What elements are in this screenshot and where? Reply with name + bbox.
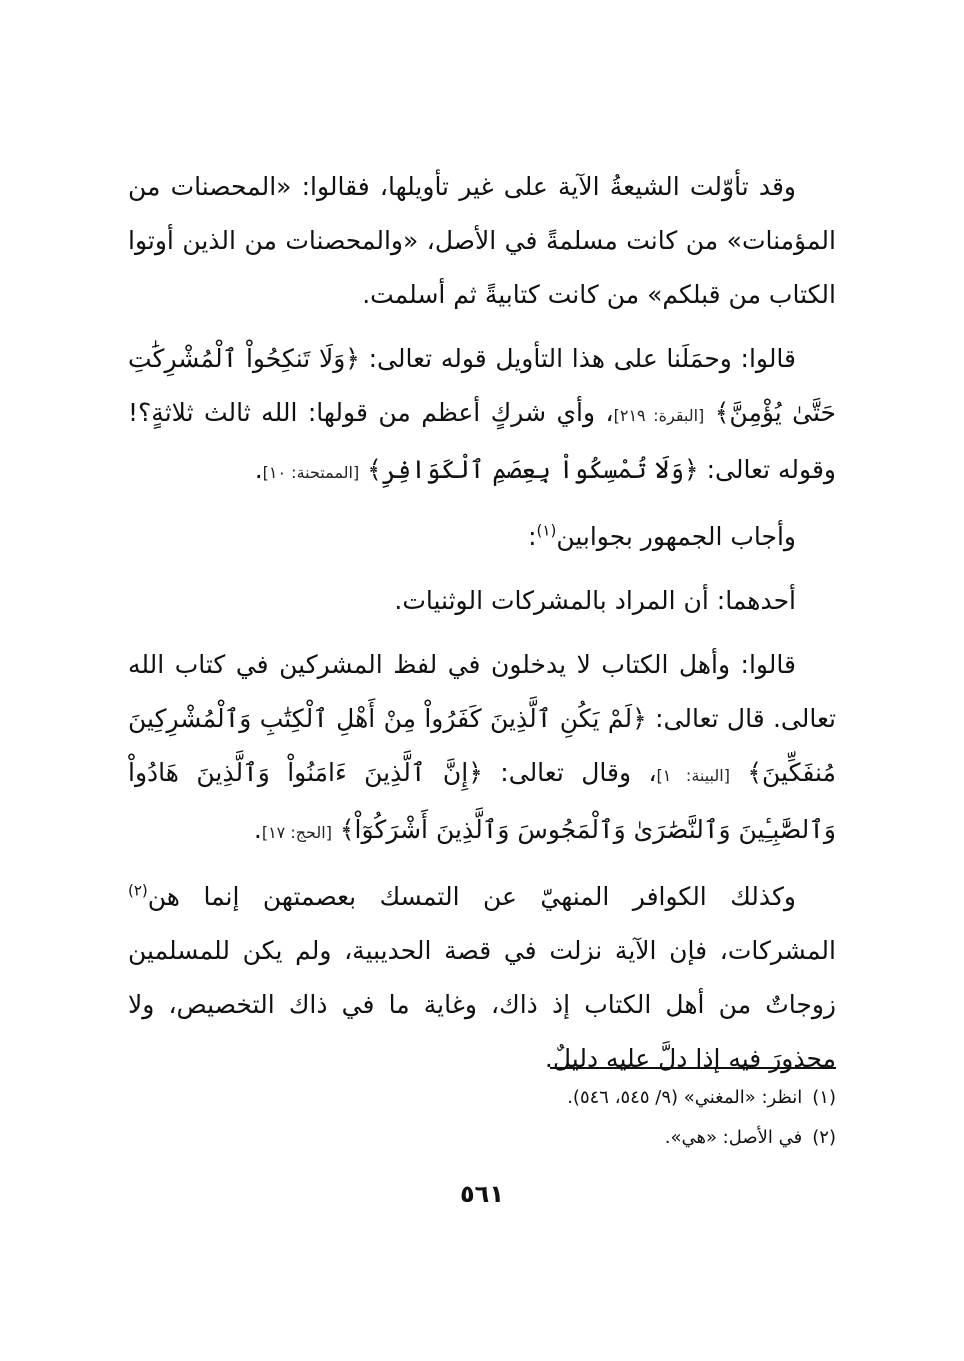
paragraph-text: وكذلك الكوافر المنهيّ عن التمسك بعصمتهن إنما هن <box>147 882 796 911</box>
paragraph-text: . <box>253 815 262 844</box>
footnote-marker[interactable]: (١) <box>536 521 557 540</box>
paragraph-text: قالوا: وأهل الكتاب لا يدخلون في لفظ المشركين في كتاب الله تعالى. قال تعالى: <box>128 650 837 733</box>
paragraph-text: المشركات، فإن الآية نزلت في قصة الحديبية، ولم يكن للمسلمين زوجاتٌ من أهل الكتاب إذ ذاك، وغاية ما في ذاك التخصيص، ولا محذورَ فيه إذا دلَّ عليه دليلٌ. <box>128 936 836 1073</box>
paragraph-text: ، وقال تعالى: <box>482 758 657 787</box>
footnote-text: في الأصل: «هي». <box>664 1127 803 1148</box>
paragraph-1 <box>128 160 836 322</box>
paragraph-5 <box>128 638 836 860</box>
paragraph-4 <box>128 574 836 628</box>
footnote-number: (١) <box>812 1087 836 1108</box>
footnotes <box>128 1078 836 1158</box>
main-text <box>128 160 836 1096</box>
quran-verse: ﴿إِنَّ ٱلَّذِينَ ءَامَنُواْ وَٱلَّذِينَ هَادُواْ وَٱلصَّٰبِـِٔينَ وَٱلنَّصَٰرَىٰ وَٱلْمَجُوسَ وَٱلَّذِينَ أَشْرَكُوٓاْ﴾ <box>128 758 836 844</box>
quran-verse: ﴿لَمْ يَكُنِ ٱلَّذِينَ كَفَرُواْ مِنْ أَهْلِ ٱلْكِتَٰبِ وَٱلْمُشْرِكِينَ مُنفَكِّينَ﴾ <box>128 704 836 787</box>
footnote-text: انظر: «المغني» (٩/ ٥٤٥، ٥٤٦). <box>567 1087 803 1108</box>
paragraph-text: قالوا: وحمَلَنا على هذا التأويل قوله تعالى: <box>359 344 796 373</box>
quran-verse: ﴿وَلَا تَنكِحُواْ ٱلْمُشْرِكَٰتِ حَتَّىٰ يُؤْمِنَّ﴾ <box>128 344 836 427</box>
verse-reference: [الممتحنة: ١٠] <box>262 463 360 482</box>
paragraph-text: وأجاب الجمهور بجوابين <box>556 522 796 551</box>
verse-reference: [البينة: ١] <box>656 766 730 785</box>
verse-reference: [الحج: ١٧] <box>261 823 332 842</box>
paragraph-text: أحدهما: أن المراد بالمشركات الوثنيات. <box>394 586 796 615</box>
footnote-2 <box>128 1118 836 1158</box>
paragraph-text: : <box>528 522 537 551</box>
paragraph-text: ، وأي شركٍ أعظم من قولها: الله ثالث ثلاثةٍ؟! وقوله تعالى: <box>128 398 836 484</box>
paragraph-2 <box>128 332 836 500</box>
paragraph-text: وقد تأوّلت الشيعةُ الآية على غير تأويلها، فقالوا: «المحصنات من المؤمنات» من كانت مسلمةً في الأصل، «والمحصنات من الذين أوتوا الكتاب من قبلكم» من كانت كتابيةً ثم أسلمت. <box>128 172 836 309</box>
footnote-marker[interactable]: (٢) <box>128 881 148 900</box>
paragraph-text: . <box>254 455 263 484</box>
paragraph-3 <box>128 510 836 564</box>
footnote-1 <box>128 1078 836 1118</box>
paragraph-6 <box>128 870 836 1086</box>
footnote-divider <box>550 1067 836 1069</box>
footnote-number: (٢) <box>812 1127 836 1148</box>
verse-reference: [البقرة: ٢١٩] <box>613 406 705 425</box>
page-number: ٥٦١ <box>460 1180 504 1208</box>
quran-verse: ﴿وَلَا تُمْسِكُواْ بِعِصَمِ ٱلْكَوَافِرِ﴾ <box>367 455 699 484</box>
